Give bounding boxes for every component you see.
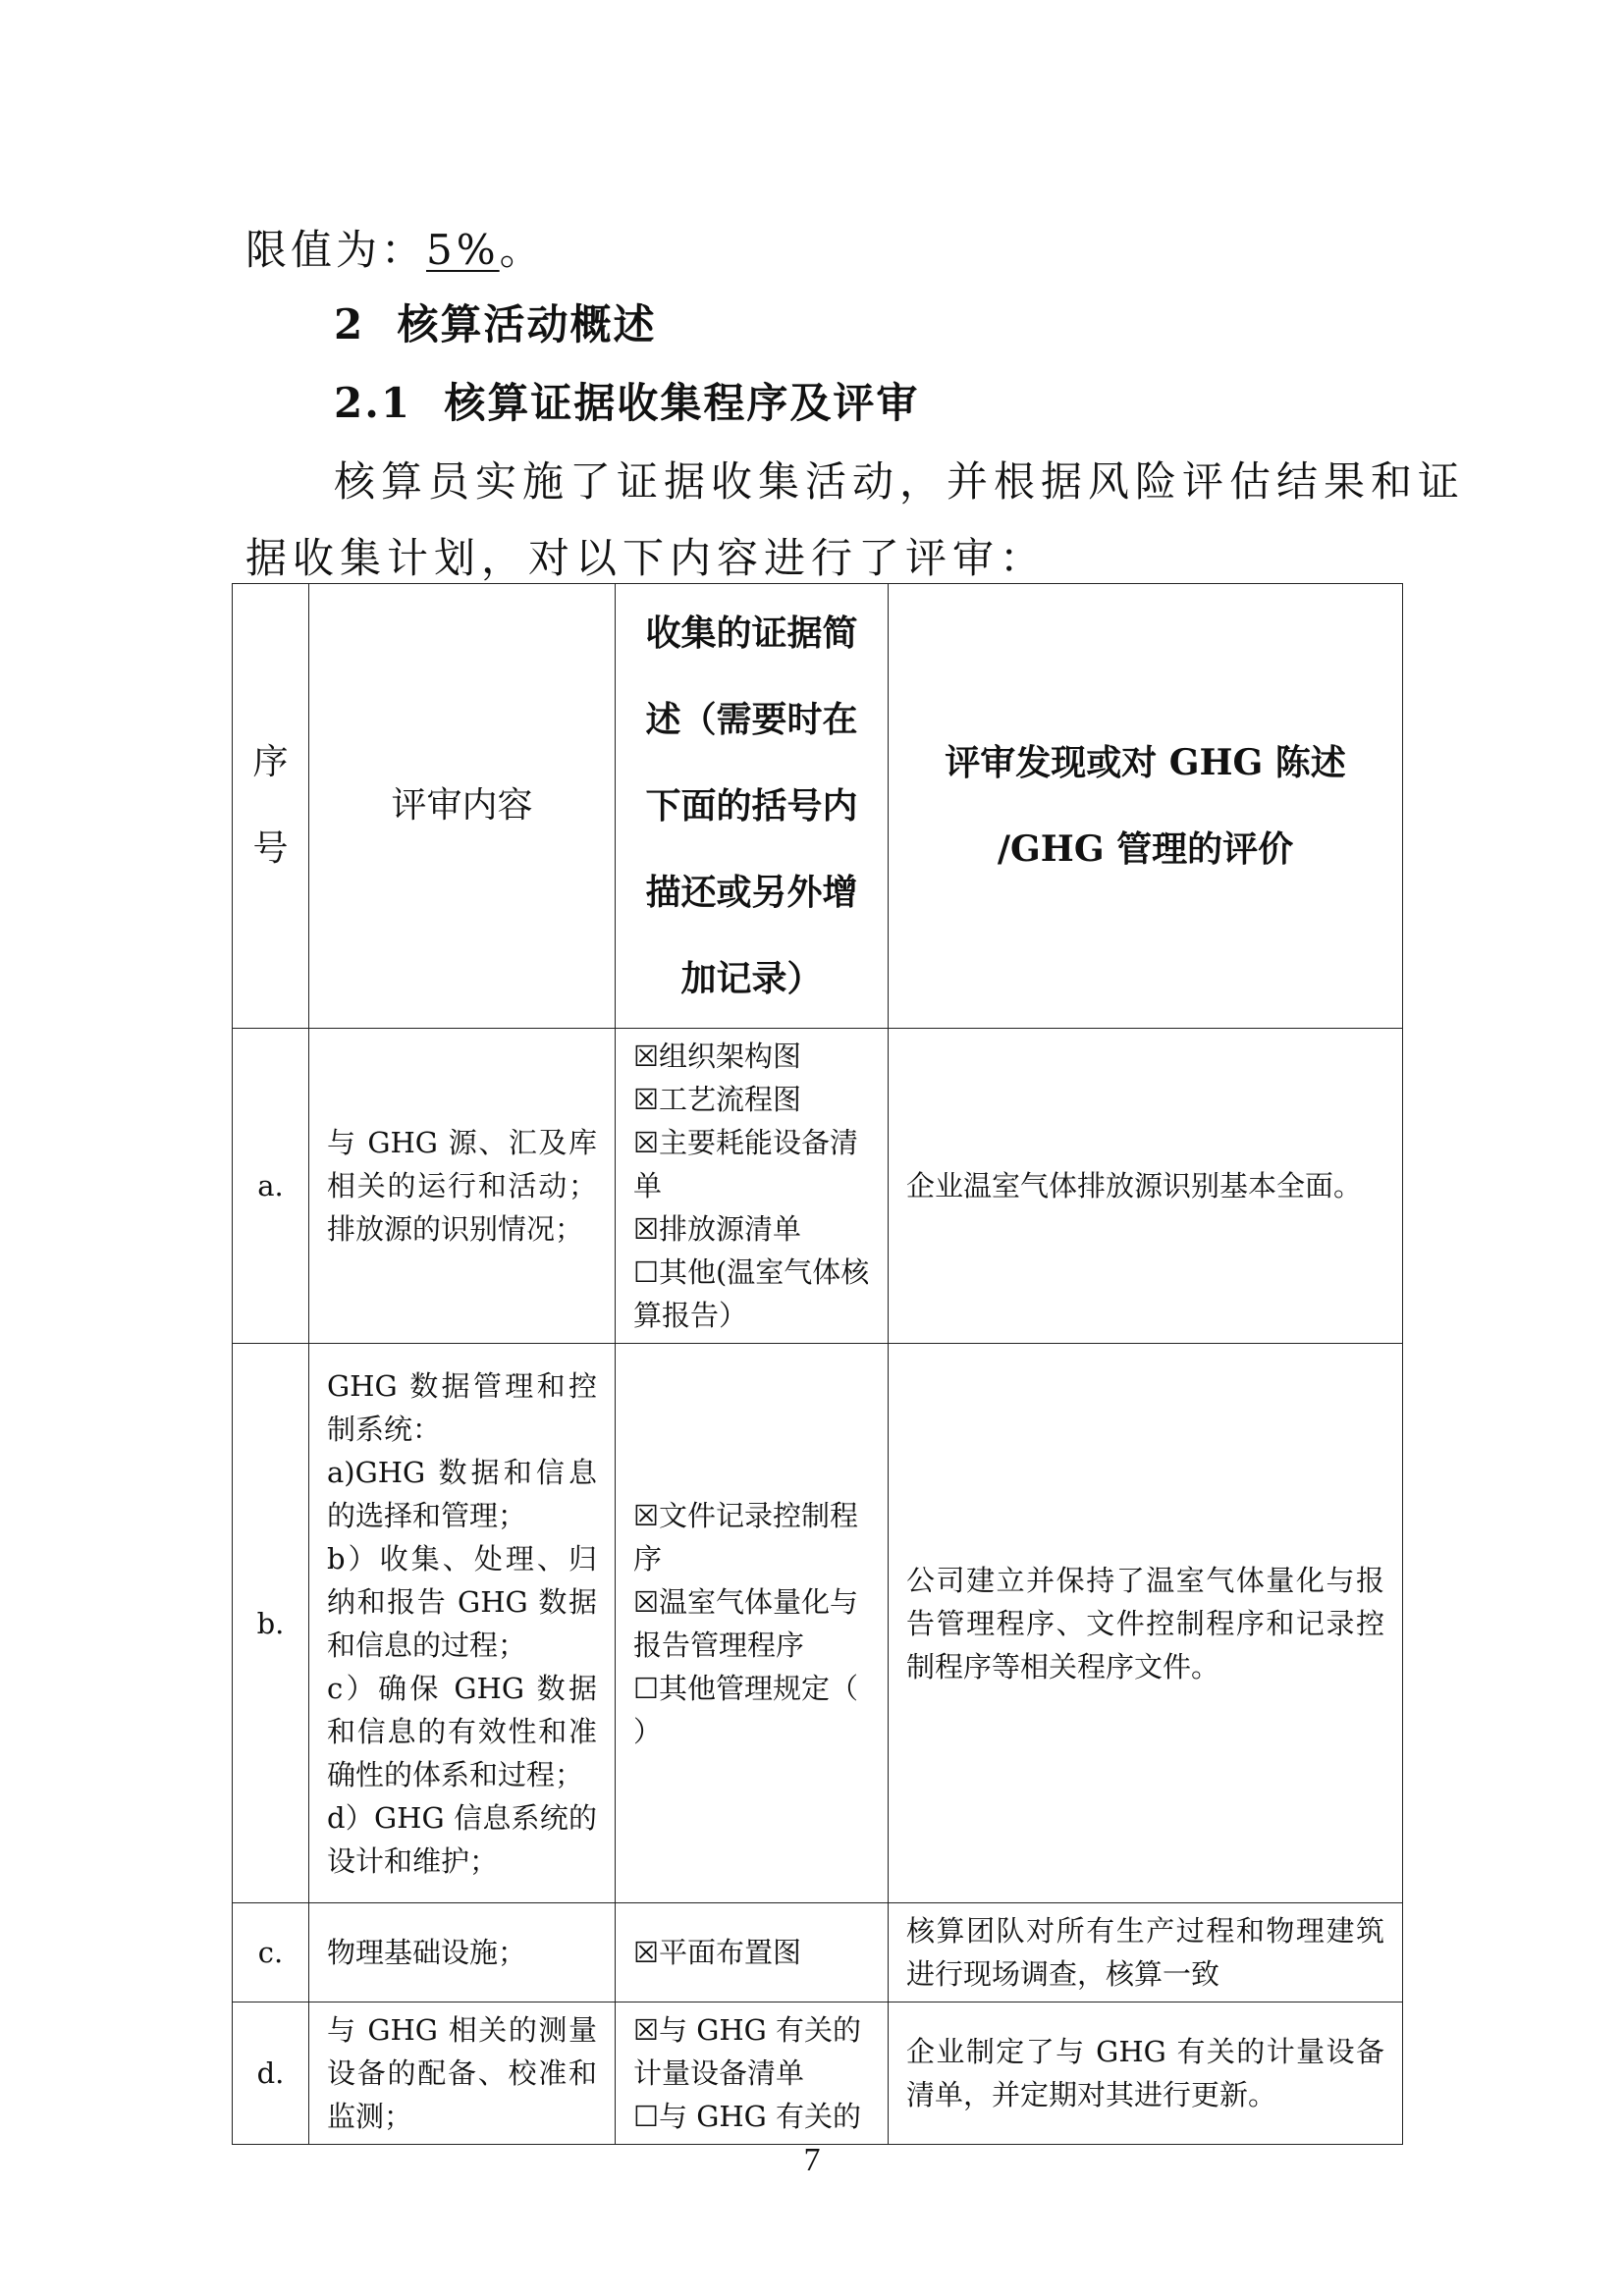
table-row	[233, 1029, 1403, 1344]
row-content: 与 GHG 相关的测量设备的配备、校准和监测；	[309, 2002, 616, 2145]
table-row	[233, 1344, 1403, 1903]
row-evidence: ☒与 GHG 有关的计量设备清单 ☐与 GHG 有关的	[616, 2002, 889, 2145]
section-2-number: 2	[334, 300, 365, 348]
review-table	[232, 583, 1403, 2145]
row-content: GHG 数据管理和控制系统： a)GHG 数据和信息的选择和管理； b）收集、处理、归纳和报告 GHG 数据和信息的过程； c）确保 GHG 数据和信息的有效性和准确性的体系和过程； d）GHG 信息系统的设计和维护；	[309, 1344, 616, 1903]
section-2-1-title: 核算证据收集程序及评审	[444, 379, 920, 427]
table-row	[233, 1903, 1403, 2002]
intro-line	[245, 218, 545, 277]
limit-label: 限值为：	[245, 226, 427, 274]
row-evidence: ☒文件记录控制程序 ☒温室气体量化与报告管理程序 ☐其他管理规定（ ）	[616, 1344, 889, 1903]
paragraph-line-2: 据收集计划，对以下内容进行了评审：	[245, 534, 1048, 582]
row-finding: 企业制定了与 GHG 有关的计量设备清单，并定期对其进行更新。	[889, 2002, 1403, 2145]
row-evidence: ☒平面布置图	[616, 1903, 889, 2002]
limit-value: 5%	[426, 226, 500, 274]
table-row	[233, 2002, 1403, 2145]
row-no: b.	[233, 1344, 309, 1903]
row-no: c.	[233, 1903, 309, 2002]
section-2-1-number: 2.1	[334, 379, 412, 427]
row-finding: 企业温室气体排放源识别基本全面。	[889, 1029, 1403, 1344]
table-header-row	[233, 584, 1403, 1029]
row-content: 物理基础设施；	[309, 1903, 616, 2002]
page-number: 7	[803, 2142, 821, 2178]
paragraph-line-1: 核算员实施了证据收集活动，并根据风险评估结果和证	[334, 457, 1466, 506]
header-no: 序 号	[233, 584, 309, 1029]
header-evidence: 收集的证据简 述（需要时在 下面的括号内 描还或另外增 加记录）	[616, 584, 889, 1029]
row-finding: 公司建立并保持了温室气体量化与报告管理程序、文件控制程序和记录控制程序等相关程序文件。	[889, 1344, 1403, 1903]
header-finding: 评审发现或对 GHG 陈述 /GHG 管理的评价	[889, 584, 1403, 1029]
limit-suffix: 。	[499, 226, 545, 274]
header-content: 评审内容	[309, 584, 616, 1029]
row-finding: 核算团队对所有生产过程和物理建筑进行现场调查，核算一致	[889, 1903, 1403, 2002]
row-no: d.	[233, 2002, 309, 2145]
row-no: a.	[233, 1029, 309, 1344]
row-evidence: ☒组织架构图 ☒工艺流程图 ☒主要耗能设备清单 ☒排放源清单 ☐其他(温室气体核算报告）	[616, 1029, 889, 1344]
section-2-1-heading	[334, 371, 919, 430]
section-2-heading	[334, 293, 657, 351]
section-2-title: 核算活动概述	[397, 300, 657, 348]
row-content: 与 GHG 源、汇及库相关的运行和活动；排放源的识别情况；	[309, 1029, 616, 1344]
